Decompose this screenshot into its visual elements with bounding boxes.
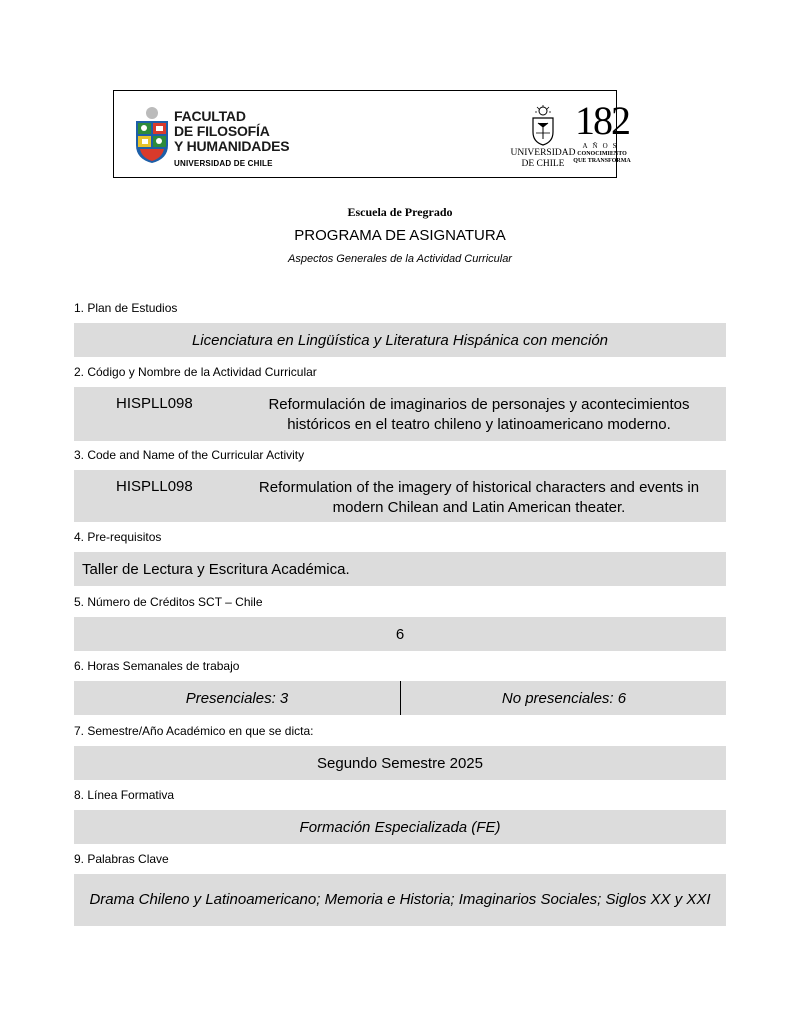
anniversary-logo bbox=[572, 98, 632, 165]
section-3-label: 3. Code and Name of the Curricular Activity bbox=[74, 448, 305, 462]
section-2-code: HISPLL098 bbox=[116, 395, 193, 412]
section-7-value: Segundo Semestre 2025 bbox=[74, 746, 726, 780]
section-1-label: 1. Plan de Estudios bbox=[74, 301, 178, 315]
section-3-code: HISPLL098 bbox=[116, 478, 193, 495]
school-name: Escuela de Pregrado bbox=[347, 205, 453, 219]
uchile-logo bbox=[507, 105, 579, 171]
faculty-line-1: FACULTAD bbox=[174, 108, 246, 124]
section-5-label: 5. Número de Créditos SCT – Chile bbox=[74, 595, 263, 609]
section-4-label: 4. Pre-requisitos bbox=[74, 530, 162, 544]
page-subtitle: Aspectos Generales de la Actividad Curricular bbox=[288, 253, 512, 265]
section-9-value: Drama Chileno y Latinoamericano; Memoria e Historia; Imaginarios Sociales; Siglos XX y XXI bbox=[74, 874, 726, 926]
faculty-crest-icon bbox=[134, 105, 170, 163]
section-2-label: 2. Código y Nombre de la Actividad Curricular bbox=[74, 365, 317, 379]
section-3-name: Reformulation of the imagery of historical characters and events in modern Chilean and Latin American theater. bbox=[258, 479, 700, 516]
section-6-non-presential: No presenciales: 6 bbox=[501, 689, 627, 707]
uchile-line-2: DE CHILE bbox=[521, 159, 565, 169]
anniversary-anos: AÑOS bbox=[582, 142, 622, 150]
section-3-box bbox=[74, 470, 726, 522]
uchile-line-1: UNIVERSIDAD bbox=[510, 148, 576, 158]
section-1-value: Licenciatura en Lingüística y Literatura Hispánica con mención bbox=[74, 323, 726, 357]
section-9-label: 9. Palabras Clave bbox=[74, 852, 169, 866]
section-5-value: 6 bbox=[74, 617, 726, 651]
faculty-line-2: DE FILOSOFÍA bbox=[174, 123, 270, 139]
page-title: PROGRAMA DE ASIGNATURA bbox=[294, 227, 506, 244]
section-4-value: Taller de Lectura y Escritura Académica. bbox=[74, 552, 726, 586]
anniversary-line-2: QUE TRANSFORMA bbox=[573, 158, 631, 164]
faculty-name bbox=[174, 109, 289, 171]
uchile-crest-icon bbox=[529, 105, 557, 147]
section-2-box bbox=[74, 387, 726, 441]
section-6-box bbox=[74, 681, 726, 715]
section-7-label: 7. Semestre/Año Académico en que se dicta: bbox=[74, 724, 314, 738]
faculty-university: UNIVERSIDAD DE CHILE bbox=[174, 159, 273, 168]
anniversary-number: 182 bbox=[575, 98, 629, 143]
section-8-label: 8. Línea Formativa bbox=[74, 788, 175, 802]
section-2-name: Reformulación de imaginarios de personajes y acontecimientos históricos en el teatro chileno y latinoamericano moderno. bbox=[268, 396, 690, 433]
section-6-label: 6. Horas Semanales de trabajo bbox=[74, 659, 240, 673]
header-logos bbox=[113, 90, 631, 178]
section-8-value: Formación Especializada (FE) bbox=[74, 810, 726, 844]
section-6-presential: Presenciales: 3 bbox=[185, 689, 289, 707]
faculty-line-3: Y HUMANIDADES bbox=[174, 138, 290, 154]
anniversary-line-1: CONOCIMIENTO bbox=[577, 151, 627, 157]
